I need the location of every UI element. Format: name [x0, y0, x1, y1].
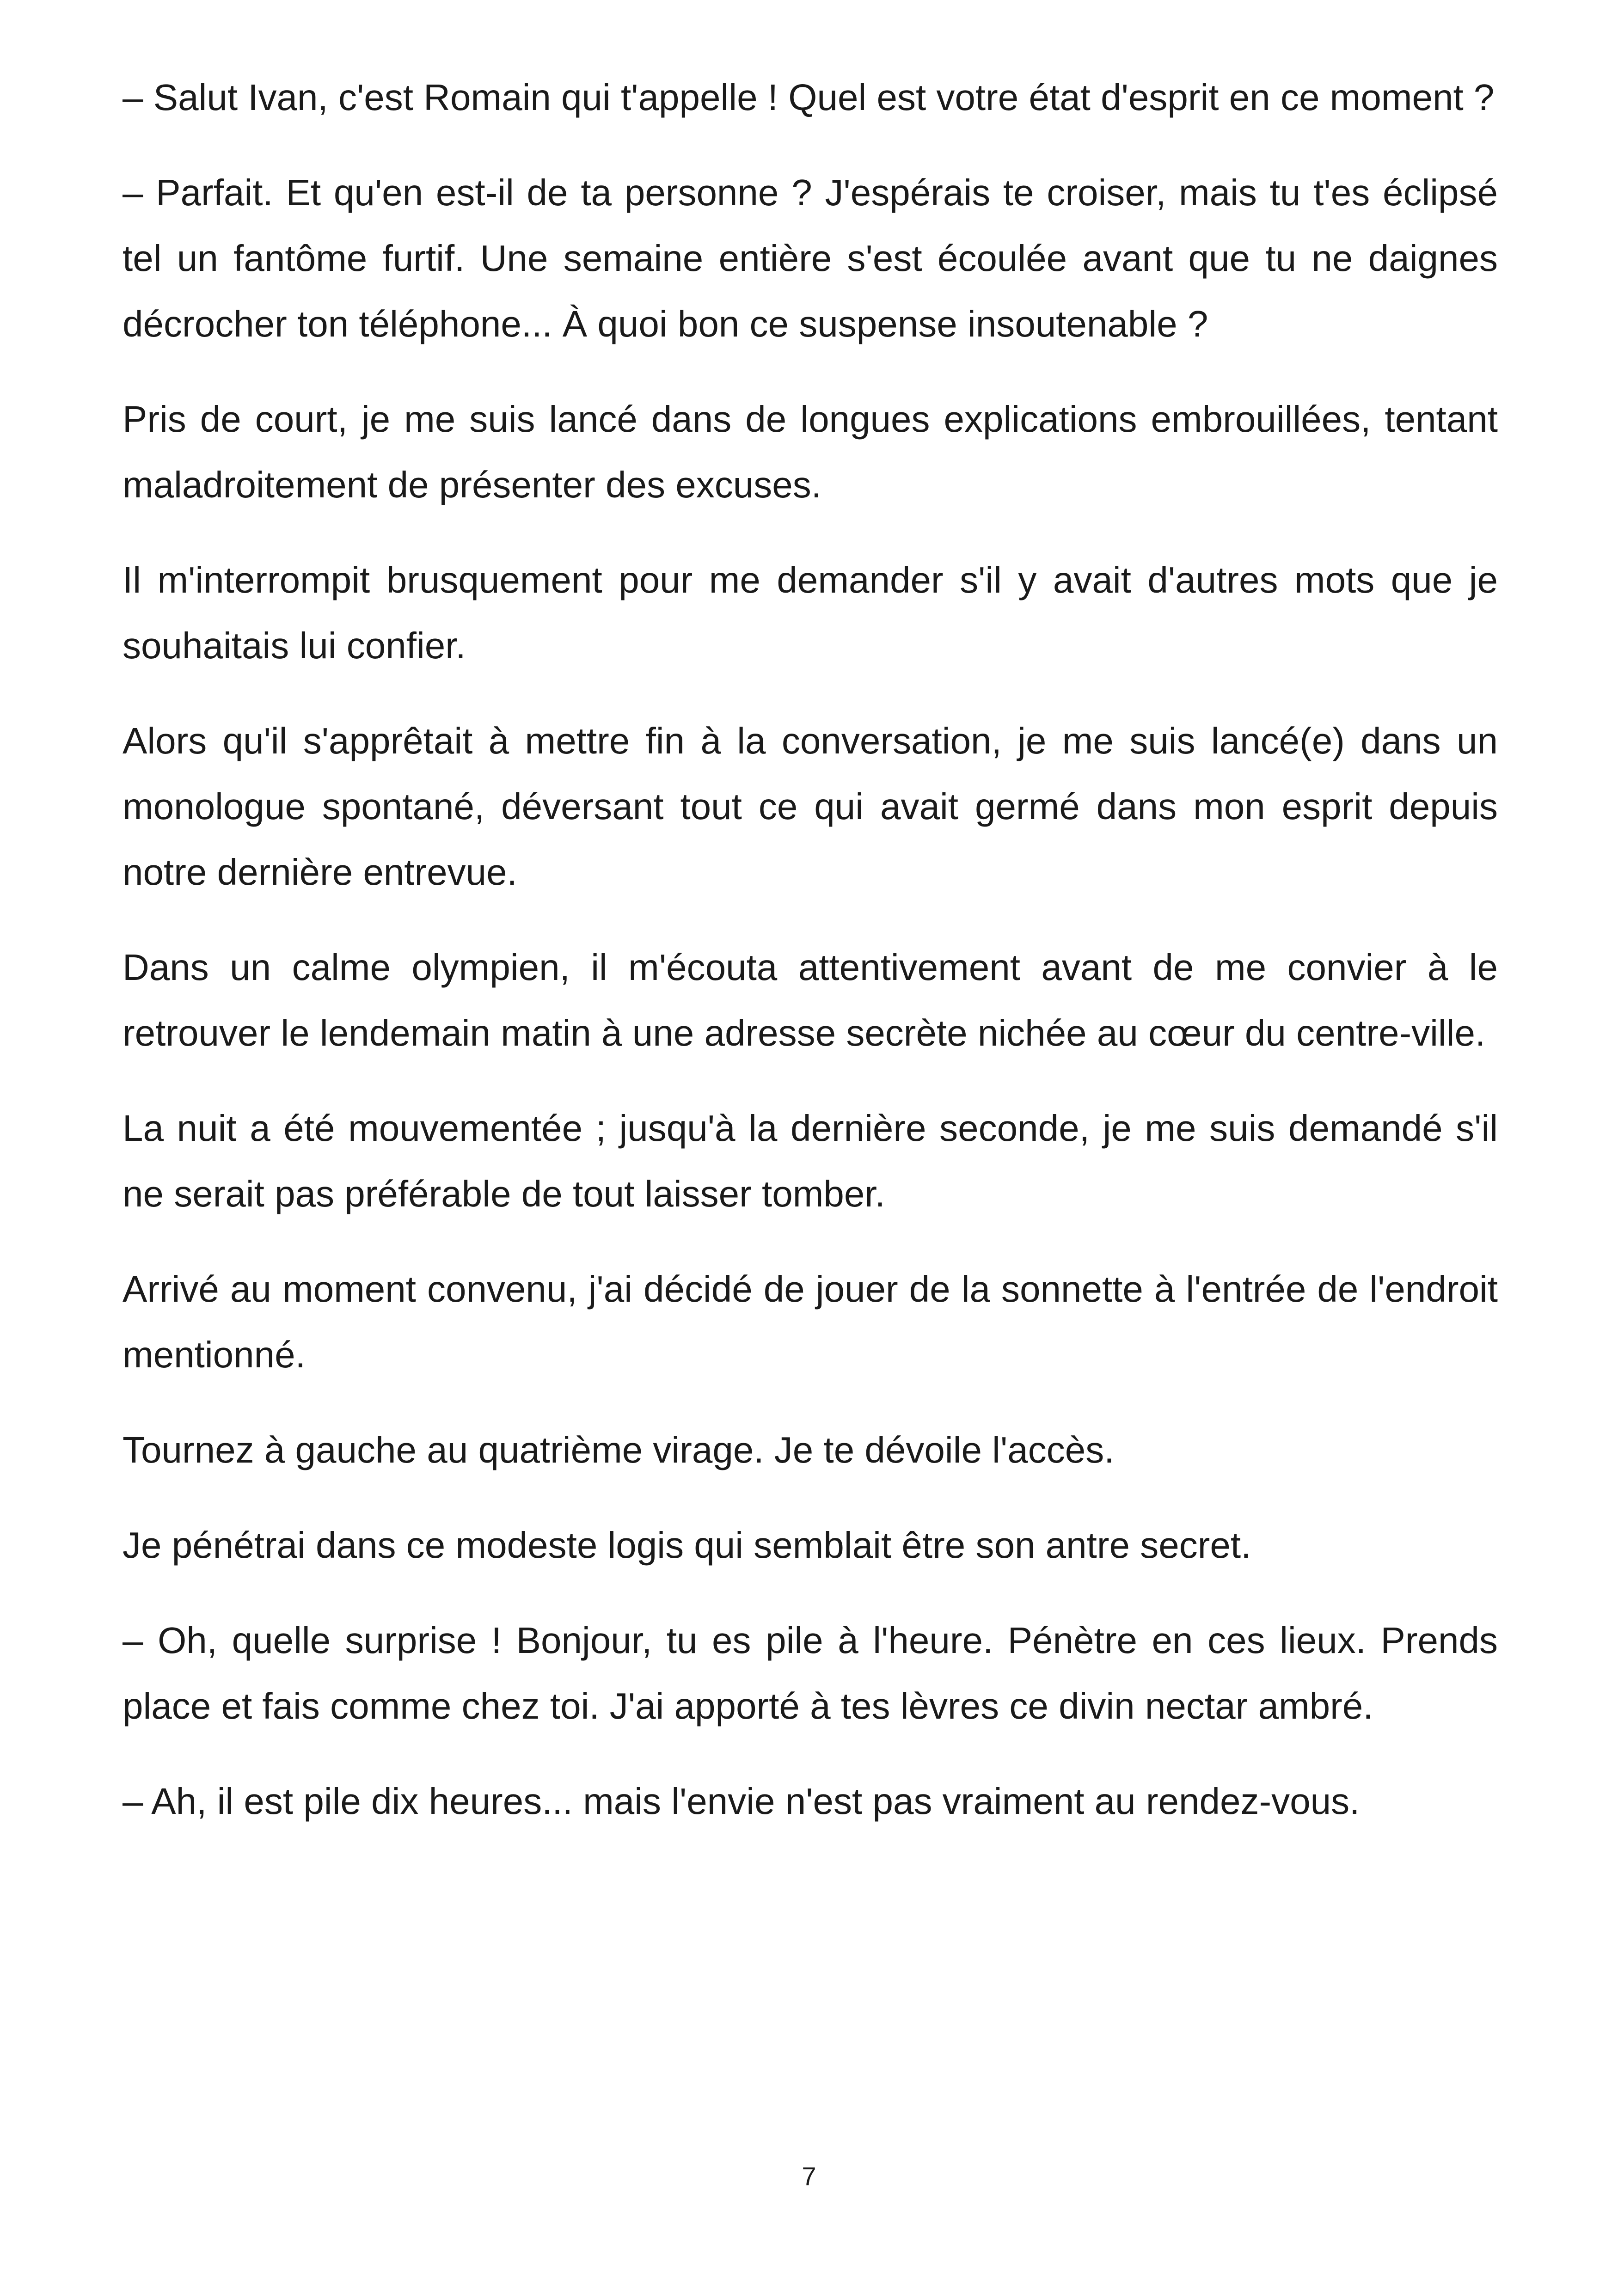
page-number: 7 — [802, 2161, 816, 2191]
paragraph: Arrivé au moment convenu, j'ai décidé de jouer de la sonnette à l'entrée de l'endroit mentionné. — [123, 1268, 1498, 1375]
paragraph: Pris de court, je me suis lancé dans de longues explications embrouillées, tentant maladroitement de présenter des excuses. — [123, 398, 1498, 505]
body-text — [123, 65, 1498, 1864]
paragraph: La nuit a été mouvementée ; jusqu'à la dernière seconde, je me suis demandé s'il ne serait pas préférable de tout laisser tomber. — [123, 1108, 1498, 1214]
paragraph: – Parfait. Et qu'en est-il de ta personne ? J'espérais te croiser, mais tu t'es éclipsé tel un fantôme furtif. Une semaine entière s'est écoulée avant que tu ne daignes décrocher ton téléphone... À quoi bon ce suspense insoutenable ? — [123, 172, 1498, 344]
paragraph: – Oh, quelle surprise ! Bonjour, tu es pile à l'heure. Pénètre en ces lieux. Prends place et fais comme chez toi. J'ai apporté à tes lèvres ce divin nectar ambré. — [123, 1620, 1498, 1727]
paragraph: – Salut Ivan, c'est Romain qui t'appelle ! Quel est votre état d'esprit en ce moment ? — [123, 77, 1495, 118]
paragraph: Alors qu'il s'apprêtait à mettre fin à la conversation, je me suis lancé(e) dans un monologue spontané, déversant tout ce qui avait germé dans mon esprit depuis notre dernière entrevue. — [123, 720, 1498, 893]
paragraph: Je pénétrai dans ce modeste logis qui semblait être son antre secret. — [123, 1525, 1251, 1566]
paragraph: Il m'interrompit brusquement pour me demander s'il y avait d'autres mots que je souhaitais lui confier. — [123, 559, 1498, 666]
paragraph: – Ah, il est pile dix heures... mais l'envie n'est pas vraiment au rendez-vous. — [123, 1781, 1360, 1822]
paragraph: Tournez à gauche au quatrième virage. Je te dévoile l'accès. — [123, 1429, 1115, 1470]
paragraph: Dans un calme olympien, il m'écouta attentivement avant de me convier à le retrouver le lendemain matin à une adresse secrète nichée au cœur du centre-ville. — [123, 947, 1498, 1053]
